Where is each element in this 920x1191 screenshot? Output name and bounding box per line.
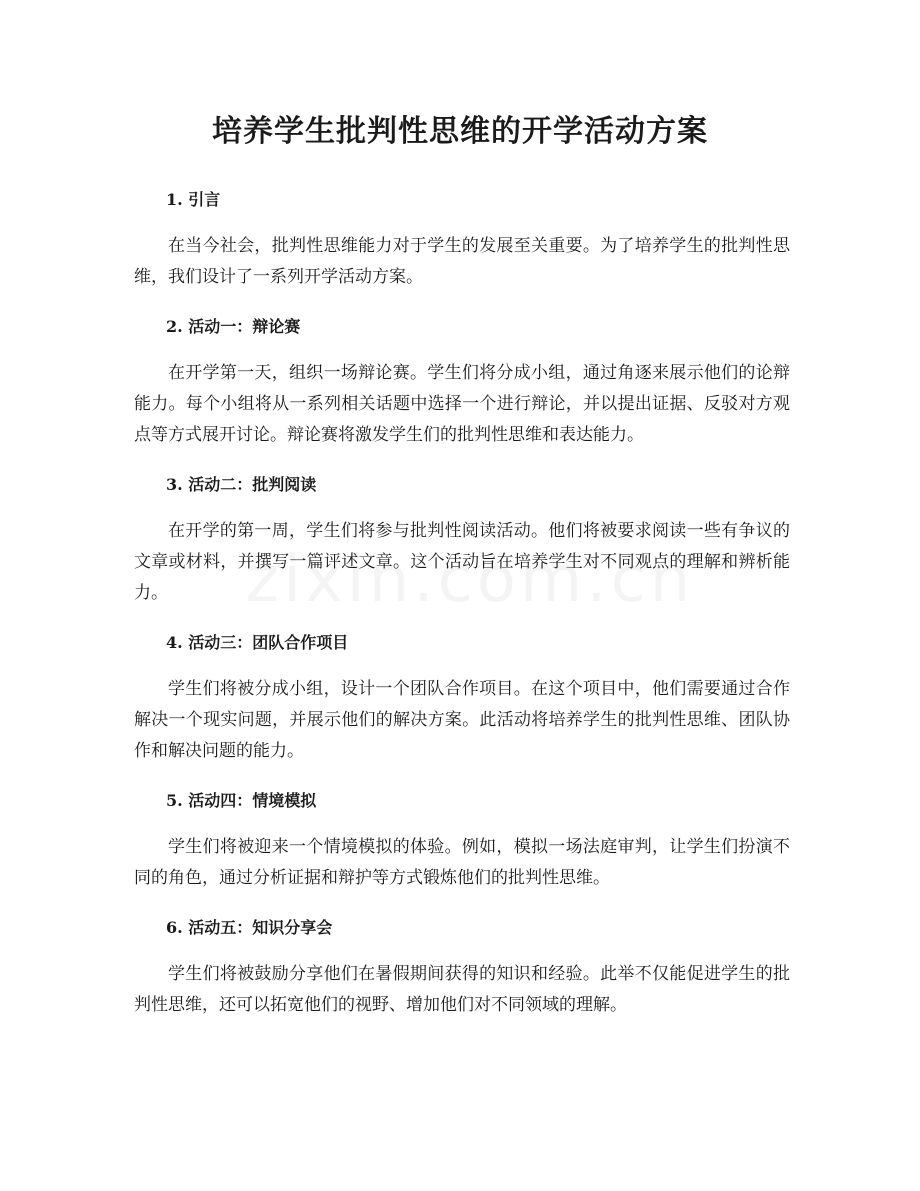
section-paragraph: 在当今社会，批判性思维能力对于学生的发展至关重要。为了培养学生的批判性思维，我们设计了一系列开学活动方案。 (134, 236, 790, 287)
section-heading: 4. 活动三：团队合作项目 (166, 633, 349, 652)
section-knowledge-sharing (134, 908, 790, 1021)
section-paragraph: 学生们将被迎来一个情境模拟的体验。例如，模拟一场法庭审判，让学生们扮演不同的角色，通过分析证据和辩护等方式锻炼他们的批判性思维。 (134, 837, 790, 888)
document-body (134, 180, 790, 1021)
section-paragraph: 学生们将被鼓励分享他们在暑假期间获得的知识和经验。此举不仅能促进学生的批判性思维，还可以拓宽他们的视野、增加他们对不同领域的理解。 (134, 964, 790, 1015)
section-critical-reading (134, 465, 790, 623)
section-heading: 5. 活动四：情境模拟 (166, 791, 317, 810)
section-heading: 1. 引言 (166, 190, 221, 209)
section-heading: 2. 活动一：辩论赛 (166, 317, 301, 336)
section-heading: 3. 活动二：批判阅读 (166, 475, 317, 494)
section-heading: 6. 活动五：知识分享会 (166, 918, 333, 937)
section-paragraph: 在开学的第一周，学生们将参与批判性阅读活动。他们将被要求阅读一些有争议的文章或材料，并撰写一篇评述文章。这个活动旨在培养学生对不同观点的理解和辨析能力。 (134, 521, 790, 603)
section-simulation (134, 781, 790, 908)
section-introduction (134, 180, 790, 307)
section-paragraph: 学生们将被分成小组，设计一个团队合作项目。在这个项目中，他们需要通过合作解决一个现实问题，并展示他们的解决方案。此活动将培养学生的批判性思维、团队协作和解决问题的能力。 (134, 679, 790, 761)
section-debate (134, 307, 790, 465)
page-title: 培养学生批判性思维的开学活动方案 (212, 114, 708, 149)
section-paragraph: 在开学第一天，组织一场辩论赛。学生们将分成小组，通过角逐来展示他们的论辩能力。每个小组将从一系列相关话题中选择一个进行辩论，并以提出证据、反驳对方观点等方式展开讨论。辩论赛将激发学生们的批判性思维和表达能力。 (134, 363, 790, 445)
section-team-project (134, 623, 790, 781)
